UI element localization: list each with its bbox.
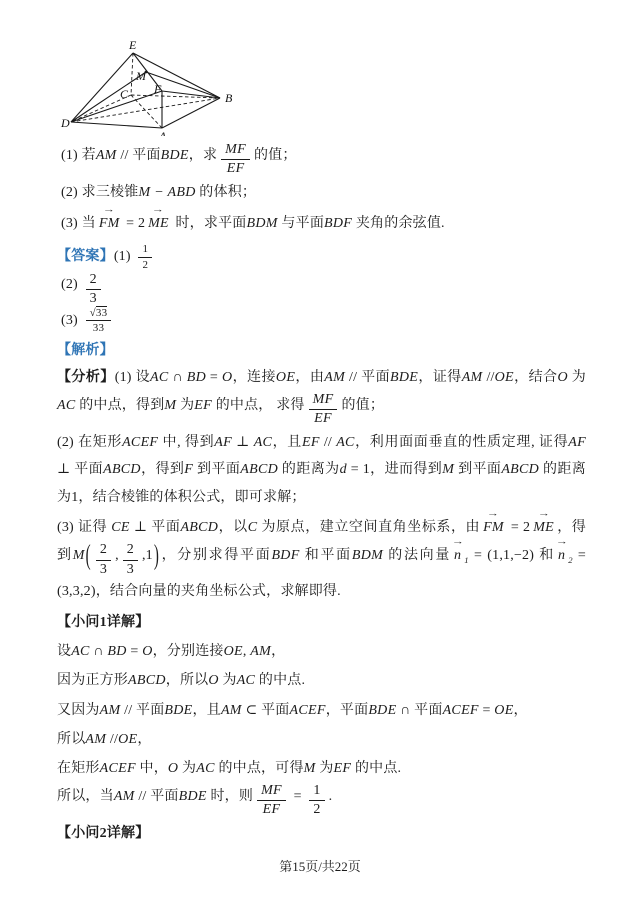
text-run: ∩ — [168, 370, 187, 386]
math-run: AC — [253, 435, 273, 451]
text-run: ，且 — [272, 435, 302, 451]
answer-item-2 — [61, 271, 586, 306]
text-run: ,1 — [141, 548, 153, 564]
text-run: // — [482, 370, 495, 386]
math-run: M − ABD — [138, 185, 196, 201]
text-run: ，结合 — [513, 370, 558, 386]
detail1-line-5 — [57, 755, 586, 782]
fraction — [221, 142, 250, 177]
big-paren: ( — [85, 541, 91, 572]
paragraph-list — [57, 142, 586, 847]
figure-label-M: M — [136, 69, 146, 83]
text-run: ，所以 — [165, 673, 209, 689]
text-run: = — [205, 370, 222, 386]
text-run: 的中点，可得 — [214, 761, 304, 777]
bold-label: 【小问2详解】 — [57, 826, 150, 842]
vector — [451, 548, 469, 563]
text-run: ⊥ 平面 — [57, 462, 104, 478]
text-run: ，利用面面垂直的性质定理, 证得 — [354, 435, 569, 451]
figure-svg — [57, 38, 247, 136]
answer-item-3 — [61, 307, 586, 335]
text-run: // 平面 — [120, 702, 165, 718]
text-run: 的法向量 — [383, 548, 452, 564]
math-run: O — [167, 761, 179, 777]
fraction-denominator: EF — [262, 801, 281, 817]
figure-edge-EC — [131, 53, 133, 95]
text-run: 设 — [57, 644, 72, 660]
problem-item-1 — [61, 142, 586, 177]
math-run: O — [142, 644, 153, 660]
vector-overline: ME → — [532, 513, 555, 541]
fraction-denominator: 3 — [126, 561, 134, 577]
detail1-line-6 — [57, 783, 586, 818]
math-run: AC — [71, 644, 90, 660]
text-run: 的中点. — [255, 673, 306, 689]
text-run: 因为正方形 — [57, 673, 128, 689]
math-run: BD — [186, 370, 206, 386]
text-run: = — [478, 702, 495, 718]
text-run: ⊂ 平面 — [241, 702, 290, 718]
detail1-line-3 — [57, 697, 586, 724]
figure-edge-EB — [133, 53, 220, 98]
blue-label: 【解析】 — [57, 343, 114, 359]
text-run: (3) — [61, 312, 82, 328]
fraction — [123, 542, 138, 577]
math-run: BDF — [271, 548, 300, 564]
text-run: = (3,3,2)，结合向量的夹角坐标公式，求解即得. — [57, 548, 587, 599]
math-run: O — [221, 370, 233, 386]
geometry-figure — [57, 38, 586, 136]
fraction-denominator: EF — [226, 161, 245, 177]
math-run: ABCD — [240, 462, 279, 478]
text-run: ，得到 — [57, 519, 586, 564]
text-run: 为 — [176, 397, 195, 413]
vector — [480, 520, 507, 535]
text-run: 所以，当 — [57, 788, 114, 804]
text-run: 所以 — [57, 732, 86, 748]
text-run: // 平面 — [116, 148, 161, 163]
fraction-numerator: 1 — [138, 243, 152, 258]
answer-item-1 — [57, 243, 586, 271]
text-run: 又因为 — [57, 702, 100, 718]
text-run: ，证得 — [418, 370, 462, 386]
text-run: 为 — [178, 761, 197, 777]
text-run: ∩ 平面 — [396, 702, 443, 718]
text-run: = — [126, 644, 143, 660]
text-run: 为 — [315, 761, 334, 777]
math-run: ABCD — [180, 519, 219, 535]
text-run: ，分别连接 — [152, 644, 224, 660]
math-run: AM — [461, 370, 483, 386]
page-footer: 第15页/共22页 — [279, 859, 361, 874]
text-run: 在矩形 — [57, 761, 100, 777]
math-run: AC — [57, 397, 76, 413]
math-run: M — [442, 462, 455, 478]
math-run: AC — [336, 435, 355, 451]
text-run: (2) — [61, 277, 82, 293]
math-run: EF — [333, 761, 352, 777]
vector-overline: FM → — [482, 513, 505, 541]
fraction-numerator: 1 — [309, 783, 324, 801]
blue-label: 【答案】 — [57, 248, 114, 264]
fraction — [138, 243, 152, 271]
math-run: O — [208, 673, 219, 689]
math-run: BDE — [178, 788, 207, 804]
text-run: ，分别求得平面 — [160, 548, 272, 564]
detail1-line-2 — [57, 667, 586, 694]
math-run: ABCD — [103, 462, 141, 478]
text-run: 的中点， 求得 — [212, 397, 305, 413]
text-run: ，平面 — [325, 702, 369, 718]
math-run: OE — [275, 370, 296, 386]
figure-label-E: E — [129, 38, 137, 52]
text-run: = 2 — [506, 519, 531, 535]
text-run: (2) 在矩形 — [57, 435, 123, 451]
text-run: = — [289, 788, 306, 804]
math-run: BDE — [390, 370, 419, 386]
vector-overline: n → — [557, 541, 566, 569]
problem-item-2 — [61, 179, 586, 206]
figure-label-D: D — [61, 116, 70, 130]
math-run: BDE — [164, 702, 193, 718]
fraction — [309, 392, 338, 427]
text-run: (3) 当 — [61, 215, 96, 231]
text-run: (1) — [113, 248, 135, 264]
math-run: AM — [99, 702, 121, 718]
math-run: BDE — [160, 148, 189, 163]
text-run: 夹角的余弦值. — [352, 215, 445, 231]
math-run: AC — [196, 761, 215, 777]
big-paren: ) — [153, 541, 160, 572]
text-run: ， — [137, 732, 152, 748]
fraction-numerator: MF — [309, 392, 338, 410]
vector-overline: ME → — [147, 209, 170, 237]
math-run: AM — [324, 370, 346, 386]
fraction — [309, 783, 324, 818]
vector — [145, 216, 172, 231]
math-run: BDM — [246, 215, 278, 231]
math-run: AF — [214, 435, 232, 451]
text-run: ， — [271, 644, 286, 660]
fraction-denominator: EF — [314, 410, 332, 426]
math-run: ACEF — [99, 761, 136, 777]
text-run: ⊥ — [232, 435, 254, 451]
section-detail-1 — [57, 609, 586, 636]
text-run: // — [319, 435, 337, 451]
math-run: BDM — [351, 548, 384, 564]
fraction — [86, 307, 112, 335]
fraction-numerator — [86, 307, 112, 322]
bold-label: 【分析】 — [57, 370, 115, 386]
text-run: 的距离为1，结合棱锥的体积公式，即可求解； — [57, 462, 586, 505]
text-run: 的值； — [254, 148, 297, 163]
text-run: ， — [513, 702, 528, 718]
vector — [555, 548, 573, 563]
vector-subscript: 2 — [568, 555, 573, 565]
math-run: AM — [250, 644, 272, 660]
fraction-numerator: 2 — [123, 542, 138, 560]
text-run: 中, 得到 — [158, 435, 215, 451]
text-run: (1) 若 — [61, 148, 96, 163]
text-run: 的值； — [341, 397, 385, 413]
math-run: CE — [111, 519, 130, 535]
text-run: ，以 — [218, 519, 248, 535]
math-run: EF — [301, 435, 320, 451]
section-detail-2 — [57, 820, 586, 847]
fraction-denominator: 2 — [313, 801, 321, 817]
math-run: M — [164, 397, 177, 413]
fraction-numerator: 2 — [96, 542, 111, 560]
figure-label-A: A — [159, 129, 167, 136]
text-run: 为 — [218, 673, 237, 689]
text-run: ，由 — [295, 370, 325, 386]
math-run: ACEF — [289, 702, 326, 718]
math-run: OE — [494, 702, 514, 718]
figure-label-C: C — [120, 87, 129, 101]
vector-subscript: 1 — [464, 555, 469, 565]
text-run: 与平面 — [277, 215, 325, 231]
math-run: d — [339, 462, 347, 478]
math-run: BDF — [324, 215, 353, 231]
math-run: OE — [118, 732, 138, 748]
text-run: 时，求平面 — [171, 215, 247, 231]
text-run: 的中点，得到 — [75, 397, 165, 413]
figure-label-B: B — [225, 91, 233, 105]
text-run: , — [115, 548, 119, 564]
text-run: // — [106, 732, 119, 748]
math-run: BDE — [368, 702, 397, 718]
fraction-denominator: 3 — [99, 561, 108, 577]
vector — [96, 216, 123, 231]
text-run: , — [242, 644, 251, 660]
math-run: OE — [494, 370, 514, 386]
math-run: BD — [107, 644, 127, 660]
radicand: 33 — [95, 306, 108, 319]
math-run: C — [247, 519, 258, 535]
math-run: ACEF — [442, 702, 479, 718]
text-run: ，连接 — [232, 370, 276, 386]
analysis-part-1 — [57, 364, 586, 427]
fraction-numerator: 2 — [86, 272, 101, 290]
text-run: 的体积； — [195, 185, 257, 201]
text-run: ⊥ 平面 — [129, 519, 181, 535]
detail1-line-4 — [57, 726, 586, 753]
text-run: // 平面 — [345, 370, 391, 386]
detail1-line-1 — [57, 638, 586, 665]
math-run: F — [184, 462, 194, 478]
math-run: AF — [568, 435, 586, 451]
figure-edge-DA — [71, 122, 162, 128]
math-run: ACEF — [122, 435, 159, 451]
text-run: // 平面 — [134, 788, 179, 804]
text-run: 和平面 — [299, 548, 352, 564]
text-run: 的距离为 — [278, 462, 340, 478]
math-run: O — [557, 370, 568, 386]
fraction-denominator: 2 — [142, 258, 149, 271]
fraction — [257, 783, 286, 818]
fraction-denominator: 3 — [89, 290, 97, 306]
text-run: ，且 — [192, 702, 221, 718]
vector-overline: FM → — [98, 209, 121, 237]
bold-label: 【小问1详解】 — [57, 614, 150, 630]
text-run: 的中点. — [351, 761, 402, 777]
text-run: (1) 设 — [114, 370, 151, 386]
analysis-part-2 — [57, 429, 586, 511]
math-run: ABCD — [501, 462, 540, 478]
figure-label-F: F — [154, 82, 162, 96]
math-run: AC — [236, 673, 256, 689]
math-run: AC — [150, 370, 169, 386]
fraction — [86, 272, 101, 307]
section-jiexi — [57, 337, 586, 364]
math-run: M — [72, 548, 85, 564]
fraction — [96, 542, 111, 577]
vector-overline: n → — [453, 541, 462, 569]
text-run: (2) 求三棱锥 — [61, 185, 139, 201]
math-run: M — [303, 761, 316, 777]
math-run: AM — [220, 702, 242, 718]
math-run: ABCD — [128, 673, 166, 689]
fraction-numerator: MF — [257, 783, 286, 801]
text-run: = (1,1,−2) 和 — [468, 548, 555, 564]
text-run: . — [328, 788, 333, 804]
math-run: EF — [194, 397, 212, 413]
text-run: 中， — [135, 761, 168, 777]
math-run: AM — [113, 788, 135, 804]
text-run: 到平面 — [193, 462, 241, 478]
math-run: AM — [85, 732, 107, 748]
text-run: ∩ — [89, 644, 108, 660]
math-run: AM — [95, 148, 117, 163]
text-run: 为 — [567, 370, 586, 386]
text-run: ，得到 — [140, 462, 185, 478]
fraction-numerator: MF — [221, 142, 250, 160]
math-run: OE — [223, 644, 243, 660]
text-run: (3) 证得 — [57, 519, 112, 535]
text-run: = 1，进而得到 — [346, 462, 443, 478]
fraction-denominator: 33 — [92, 322, 105, 335]
problem-item-3 — [61, 209, 586, 237]
text-run: ，求 — [188, 148, 218, 163]
text-run: 到平面 — [454, 462, 502, 478]
vector — [530, 520, 557, 535]
text-run: = 2 — [122, 215, 146, 231]
radical-sign: √ — [89, 306, 96, 319]
text-run: 为原点，建立空间直角坐标系，由 — [257, 519, 481, 535]
text-run: 时，则 — [206, 788, 254, 804]
analysis-part-3 — [57, 513, 586, 605]
